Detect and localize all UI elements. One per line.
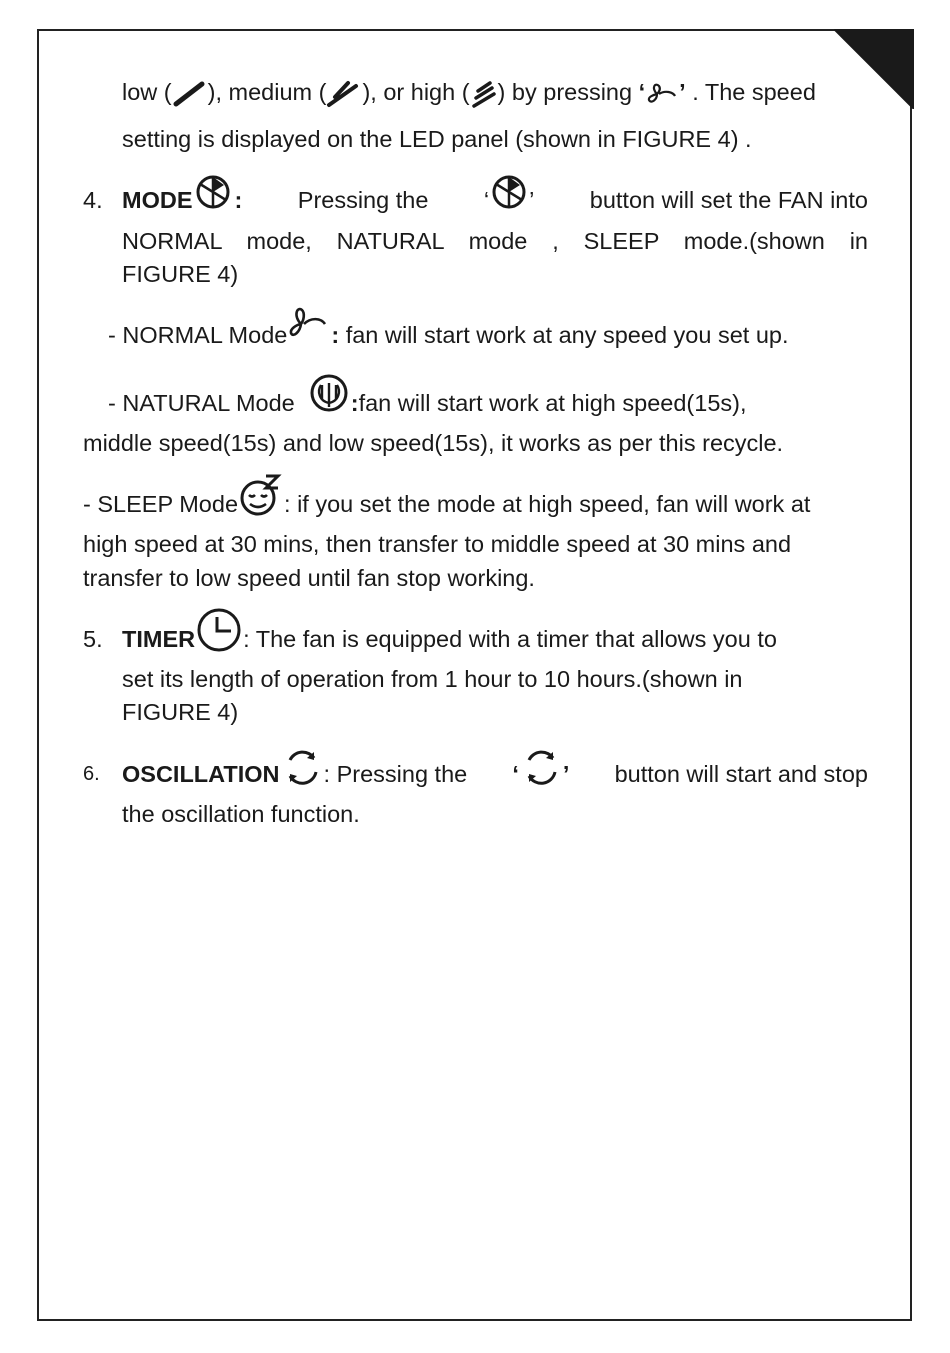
natural-mode-line: - NATURAL Mode :fan will start work at high speed(15s), (108, 388, 747, 418)
normal-mode-icon (287, 302, 331, 346)
natural-mode-icon (309, 373, 351, 415)
item-4-line3: FIGURE 4) (122, 261, 239, 287)
led-panel-line: setting is displayed on the LED panel (shown in FIGURE 4) . (122, 126, 752, 152)
item-5-line2: set its length of operation from 1 hour to 10 hours.(shown in (122, 666, 743, 692)
fan-speed-icon (645, 80, 679, 108)
corner-tab (834, 29, 914, 109)
timer-icon (195, 607, 243, 653)
mode-icon (193, 172, 233, 212)
item-6-number: 6. (83, 763, 100, 785)
oscillation-icon (280, 746, 324, 788)
mode-button-icon (489, 172, 529, 212)
speed-high-icon (470, 80, 498, 108)
natural-mode-line2: middle speed(15s) and low speed(15s), it works as per this recycle. (83, 430, 784, 456)
sleep-mode-line3: transfer to low speed until fan stop working. (83, 565, 535, 591)
item-5-title: TIMER (122, 626, 196, 652)
item-5-line1: TIMER : The fan is equipped with a timer that allows you to (122, 624, 777, 654)
item-4-number: 4. (83, 187, 103, 213)
item-6-line2: the oscillation function. (122, 801, 360, 827)
speed-medium-icon (326, 80, 362, 108)
sleep-mode-line: - SLEEP Mode : if you set the mode at high speed, fan will work at (83, 489, 810, 519)
item-6-title: OSCILLATION (122, 761, 280, 787)
sleep-mode-icon (238, 474, 284, 518)
item-4-title: MODE (122, 187, 193, 213)
item-4-line2: NORMAL mode, NATURAL mode , SLEEP mode.(shown in (122, 228, 868, 254)
item-6-line1: OSCILLATION : Pressing the ‘ ’ button will start and stop (122, 759, 868, 789)
item-4-line1: MODE : Pressing the ‘ ’ button will set the FAN into (122, 185, 868, 215)
item-5-line3: FIGURE 4) (122, 699, 239, 725)
speed-low-icon (172, 80, 208, 108)
oscillation-button-icon (519, 746, 563, 788)
speed-line: low ( ), medium ( ), or high ( ) by pressing ‘ ’ . The speed (122, 77, 816, 108)
normal-mode-line: - NORMAL Mode : fan will start work at any speed you set up. (108, 320, 789, 350)
item-5-number: 5. (83, 626, 103, 652)
sleep-mode-line2: high speed at 30 mins, then transfer to middle speed at 30 mins and (83, 531, 792, 557)
